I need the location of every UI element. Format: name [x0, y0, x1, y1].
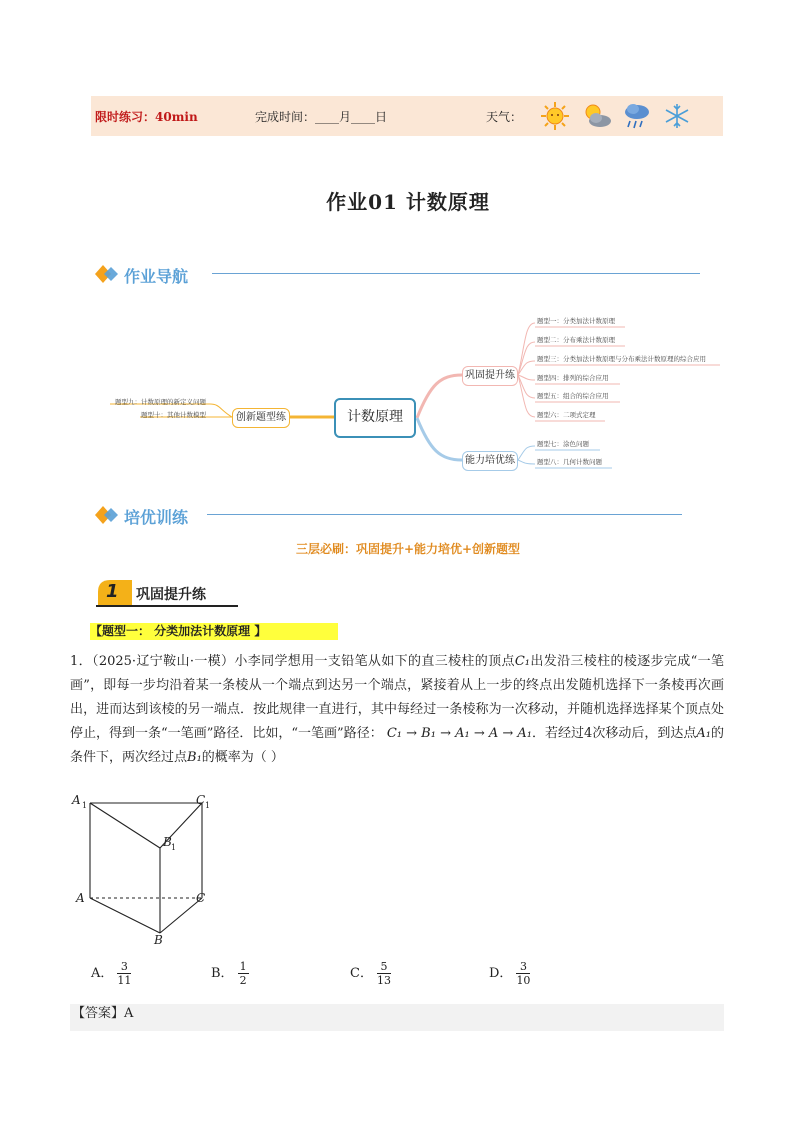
math-b1: B₁: [187, 750, 202, 765]
completion-time: 完成时间：____月____日: [255, 110, 388, 124]
mindmap-leaf: 题型四：排列的综合应用: [537, 374, 609, 382]
option-letter: C．: [350, 966, 373, 981]
partly-cloudy-icon: [581, 100, 613, 132]
mindmap-leaf: 题型二：分布乘法计数原理: [537, 336, 615, 344]
frac-num: 3: [516, 960, 530, 974]
frac-den: 13: [376, 974, 391, 987]
label-a1: A: [72, 793, 81, 807]
time-limit: 限时练习：40min: [95, 110, 198, 124]
math-a1: A₁: [696, 726, 711, 741]
question-body-1: 出发沿三棱柱的棱逐步完成“一笔画”，即每一步均沿着某一条棱从一个端点到达另一个端点，紧接着从上一步的终点出发随机选择下一条棱再次画出，进而达到该棱的另一端点．按此规律一直进行，其中每经过一条棱称为一次移动，并随机选择选择某个顶点处停止，得到一条“一笔画”路径．比如，“一笔画”路径：: [70, 654, 724, 741]
mindmap-leaf: 题型六：二项式定理: [537, 411, 596, 419]
diamond-icon: [95, 502, 121, 528]
label-c1: C: [196, 793, 206, 807]
section-nav-title: 作业导航: [124, 267, 189, 286]
mindmap-leaf: 题型九：计数原理的新定义问题: [115, 398, 206, 406]
mindmap-branch-innovative: 创新题型练: [232, 408, 290, 428]
mindmap-leaf: 题型十：其他计数模型: [141, 411, 206, 419]
section-train-title: 培优训练: [124, 508, 189, 527]
label-b1: B: [163, 835, 172, 849]
sun-icon: [539, 100, 571, 132]
frac-den: 11: [117, 974, 132, 987]
mindmap-connectors: [100, 305, 720, 475]
frac-num: 1: [239, 960, 247, 973]
section-divider: [212, 273, 700, 274]
mindmap-leaf: 题型一：分类加法计数原理: [537, 317, 615, 325]
question-prefix: 1．（2025·辽宁鞍山·一模）小李同学想用一支铅笔从如下的直三棱柱的顶点: [70, 654, 515, 669]
part-number: 1: [106, 581, 119, 602]
subtitle: 三层必刷：巩固提升+能力培优+创新题型: [295, 542, 521, 556]
math-path: C₁ → B₁ → A₁ → A → A₁: [386, 726, 533, 741]
label-b: B: [154, 933, 163, 947]
option-c[interactable]: [350, 960, 391, 987]
mindmap-center: 计数原理: [334, 398, 416, 438]
rain-icon: [621, 100, 653, 132]
mindmap-leaf: 题型五：组合的综合应用: [537, 392, 609, 400]
option-letter: B．: [211, 966, 234, 981]
part-underline: [96, 605, 238, 607]
frac-num: 5: [377, 960, 391, 974]
question-type-bar: 【题型一： 分类加法计数原理 】: [90, 623, 338, 640]
option-a[interactable]: [91, 960, 131, 987]
option-b[interactable]: [211, 960, 249, 987]
weather-label: 天气：: [486, 110, 523, 124]
prism-figure: [70, 790, 220, 950]
frac-den: 2: [239, 974, 247, 987]
label-c: C: [196, 891, 206, 905]
option-letter: A．: [91, 966, 114, 981]
frac-den: 10: [516, 974, 531, 987]
part-label: 巩固提升练: [136, 587, 206, 603]
question-body-4: 的概率为（ ）: [201, 750, 284, 765]
frac-num: 3: [117, 960, 131, 974]
math-c1: C₁: [514, 654, 531, 669]
option-d[interactable]: [489, 960, 530, 987]
question-text: [70, 650, 724, 770]
option-letter: D．: [489, 966, 513, 981]
label-sub: 1: [205, 801, 211, 810]
mindmap-leaf: 题型八：几何计数问题: [537, 458, 602, 466]
mindmap-branch-advance: 能力培优练: [462, 451, 518, 471]
label-a: A: [76, 891, 85, 905]
snowflake-icon: [661, 100, 693, 132]
label-sub: 1: [171, 843, 177, 852]
mindmap-branch-consolidate: 巩固提升练: [462, 366, 518, 386]
diamond-icon: [95, 261, 121, 287]
section-divider: [207, 514, 682, 515]
label-sub: 1: [82, 801, 88, 810]
mindmap-leaf: 题型七：涂色问题: [537, 440, 589, 448]
question-body-3: 的条件下，两次经过点: [70, 726, 724, 765]
answer-bar: 【答案】A: [70, 1004, 724, 1031]
mindmap-leaf: 题型三：分类加法计数原理与分布乘法计数原理的综合应用: [537, 355, 706, 363]
page-title: 作业01 计数原理: [326, 190, 490, 214]
header-banner: [91, 96, 723, 136]
question-body-2: ．若经过4次移动后，到达点: [532, 726, 697, 741]
